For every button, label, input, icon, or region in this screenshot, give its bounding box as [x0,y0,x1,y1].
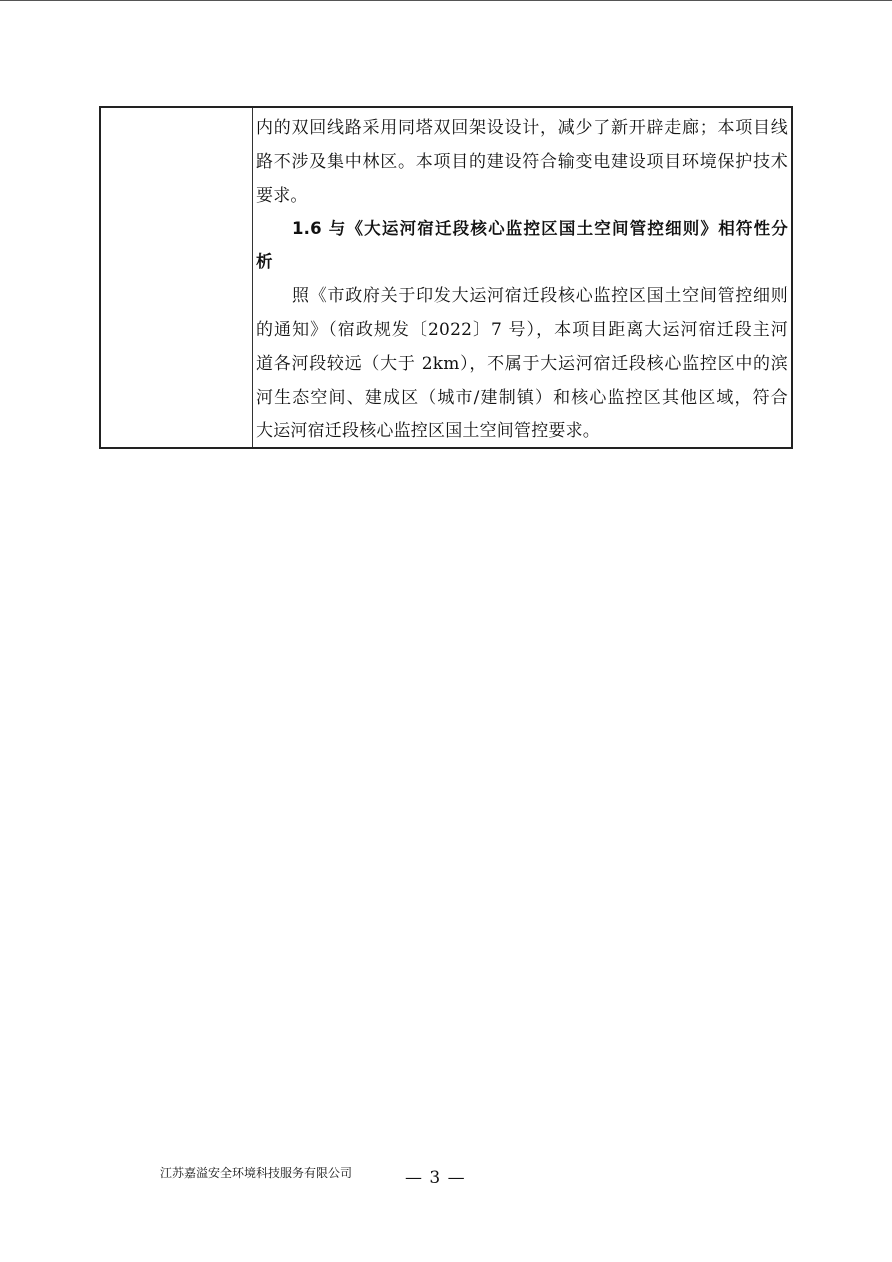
paragraph-line: 大运河宿迁段核心监控区国土空间管控要求。 [256,421,600,441]
section-heading-continued: 析 [256,252,273,271]
text-line: 路不涉及集中林区。本项目的建设符合输变电建设项目环境保护技术 [256,152,788,172]
paragraph-line: 道各河段较远（大于 2km），不属于大运河宿迁段核心监控区中的滨 [256,354,788,374]
table-right-cell [253,108,791,447]
section-heading: 1.6 与《大运河宿迁段核心监控区国土空间管控细则》相符性分 [292,219,788,238]
top-border-line [0,0,892,1]
paragraph-line: 照《市政府关于印发大运河宿迁段核心监控区国土空间管控细则 [292,286,788,306]
paragraph-line: 的通知》（宿政规发〔2022〕7 号），本项目距离大运河宿迁段主河 [256,320,788,340]
table-left-cell [101,108,253,447]
text-line: 内的双回线路采用同塔双回架设设计，减少了新开辟走廊；本项目线 [256,118,788,138]
content-table [99,106,793,449]
text-line: 要求。 [256,186,308,206]
paragraph-line: 河生态空间、建成区（城市/建制镇）和核心监控区其他区域，符合 [256,388,788,408]
footer-company-name: 江苏嘉溢安全环境科技服务有限公司 [160,1166,353,1180]
page-number: — 3 — [405,1168,466,1188]
